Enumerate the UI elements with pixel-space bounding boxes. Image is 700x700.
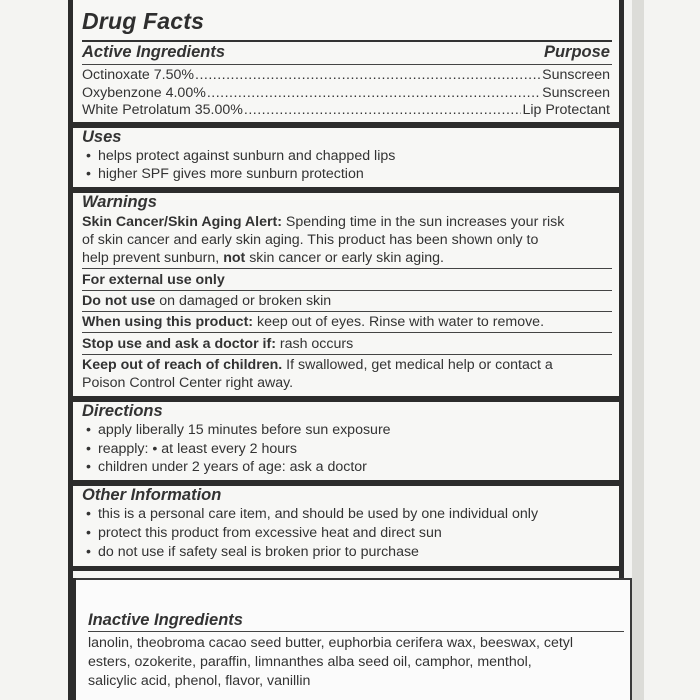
other-information-heading: Other Information bbox=[82, 486, 222, 504]
keep-out-of-reach-line2: Poison Control Center right away. bbox=[82, 375, 294, 391]
active-row bbox=[82, 66, 610, 84]
background-right-edge bbox=[632, 0, 644, 700]
skin-cancer-alert-line: help prevent sunburn, not skin cancer or early skin aging. bbox=[82, 250, 444, 266]
inactive-box-edge bbox=[68, 578, 76, 700]
other-info-item: • this is a personal care item, and should be used by one individual only bbox=[82, 505, 610, 523]
external-use-only: For external use only bbox=[82, 272, 225, 288]
warning-rule bbox=[82, 332, 612, 333]
do-not-use: Do not use on damaged or broken skin bbox=[82, 293, 332, 309]
warning-rule bbox=[82, 311, 612, 312]
other-info-item: • protect this product from excessive heat and direct sun bbox=[82, 524, 610, 542]
ingredient-name: White Petrolatum 35.00% bbox=[82, 102, 243, 118]
when-using: When using this product: keep out of eyes. Rinse with water to remove. bbox=[82, 314, 545, 330]
active-rule bbox=[82, 64, 612, 65]
active-ingredients-heading: Active Ingredients bbox=[82, 43, 226, 61]
ingredient-purpose: Sunscreen bbox=[542, 67, 610, 83]
stop-use: Stop use and ask a doctor if: rash occurs bbox=[82, 336, 354, 352]
inactive-ingredients-heading: Inactive Ingredients bbox=[88, 611, 243, 629]
uses-item: • helps protect against sunburn and chapped lips bbox=[82, 147, 610, 165]
directions-heading: Directions bbox=[82, 402, 163, 420]
ingredient-purpose: Sunscreen bbox=[542, 85, 610, 101]
keep-out-of-reach: Keep out of reach of children. If swallowed, get medical help or contact a bbox=[82, 357, 553, 373]
warning-rule bbox=[82, 268, 612, 269]
warning-rule bbox=[82, 290, 612, 291]
other-info-item: • do not use if safety seal is broken prior to purchase bbox=[82, 543, 610, 561]
background-left bbox=[0, 0, 68, 700]
ingredient-name: Octinoxate 7.50% bbox=[82, 67, 194, 83]
skin-cancer-alert-line: of skin cancer and early skin aging. This product has been shown only to bbox=[82, 232, 539, 248]
skin-cancer-alert-line: Skin Cancer/Skin Aging Alert: Spending time in the sun increases your risk bbox=[82, 214, 565, 230]
inactive-ingredients-line: lanolin, theobroma cacao seed butter, euphorbia cerifera wax, beeswax, cetyl bbox=[88, 635, 574, 651]
title-rule bbox=[82, 40, 612, 42]
active-row bbox=[82, 84, 610, 102]
purpose-heading: Purpose bbox=[543, 43, 610, 61]
section-divider bbox=[73, 566, 619, 571]
inactive-rule bbox=[88, 631, 624, 632]
skin-cancer-alert-label: Skin Cancer/Skin Aging Alert: bbox=[82, 214, 282, 230]
directions-item: • apply liberally 15 minutes before sun exposure bbox=[82, 421, 610, 439]
inactive-ingredients-line: esters, ozokerite, paraffin, limnanthes alba seed oil, camphor, menthol, bbox=[88, 654, 532, 670]
ingredient-purpose: Lip Protectant bbox=[522, 102, 610, 118]
inactive-ingredients-line: salicylic acid, phenol, flavor, vanillin bbox=[88, 673, 311, 689]
ingredient-name: Oxybenzone 4.00% bbox=[82, 85, 206, 101]
directions-item: • children under 2 years of age: ask a doctor bbox=[82, 458, 610, 476]
directions-item: • reapply: • at least every 2 hours bbox=[82, 440, 610, 458]
drug-facts-title: Drug Facts bbox=[82, 8, 205, 34]
uses-item: • higher SPF gives more sunburn protection bbox=[82, 165, 610, 183]
uses-heading: Uses bbox=[82, 128, 122, 146]
warning-rule bbox=[82, 354, 612, 355]
active-header bbox=[82, 43, 610, 62]
warnings-heading: Warnings bbox=[82, 193, 157, 211]
active-row bbox=[82, 101, 610, 119]
